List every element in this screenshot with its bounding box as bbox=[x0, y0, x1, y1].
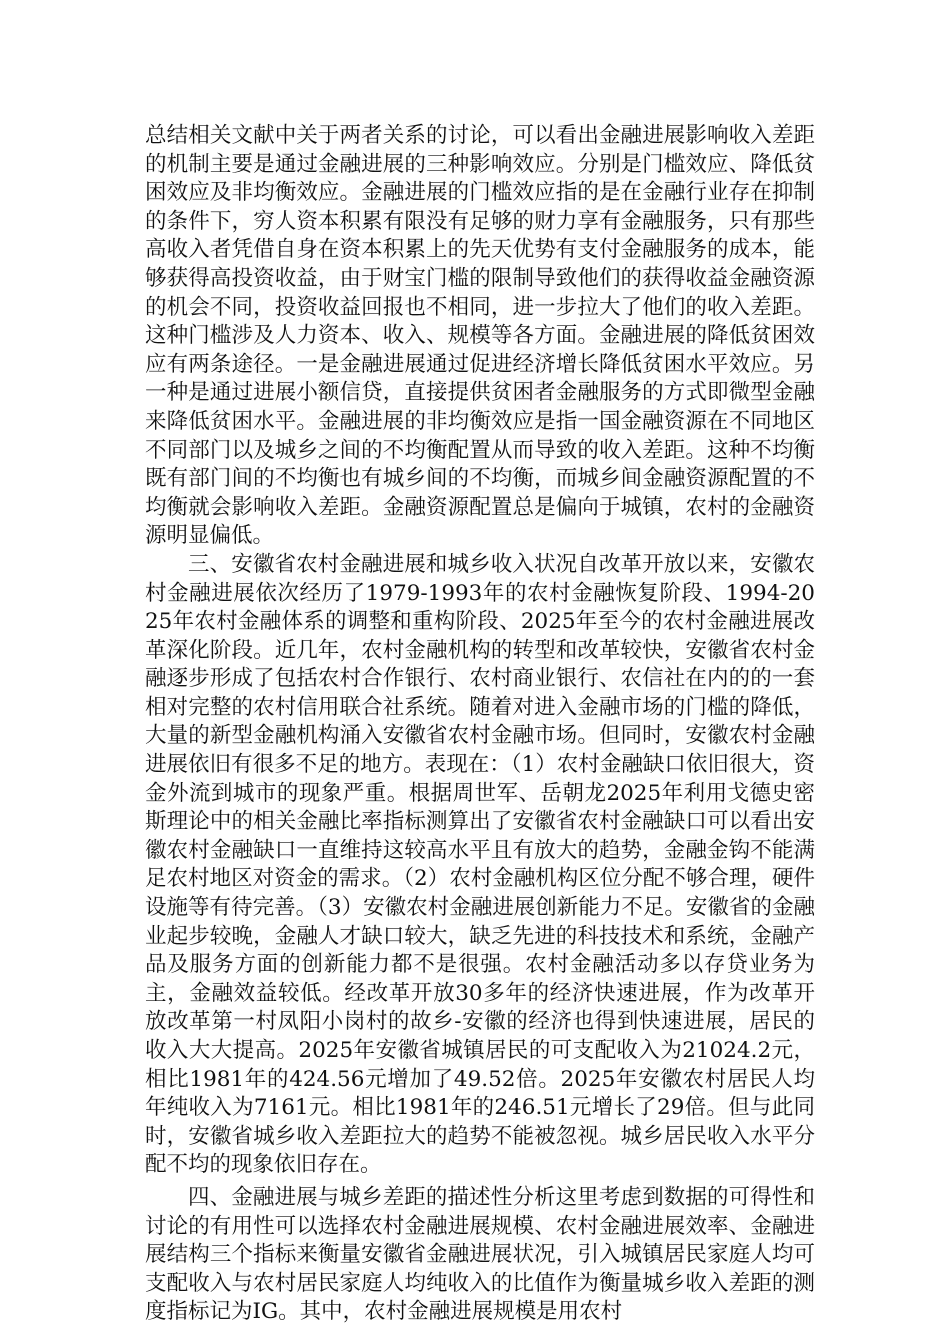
paragraph-anhui-rural-finance: 三、安徽省农村金融进展和城乡收入状况自改革开放以来，安徽农村金融进展依次经历了1979-1993年的农村金融恢复阶段、1994-2025年农村金融体系的调整和重构阶段、2025年至今的农村金融进展改革深化阶段。近几年，农村金融机构的转型和改革较快，安徽省农村金融逐步形成了包括农村合作银行、农村商业银行、农信社在内的的一套相对完整的农村信用联合社系统。随着对进入金融市场的门槛的降低，大量的新型金融机构涌入安徽省农村金融市场。但同时，安徽农村金融进展依旧有很多不足的地方。表现在：（1）农村金融缺口依旧很大，资金外流到城市的现象严重。根据周世军、岳朝龙2025年利用戈德史密斯理论中的相关金融比率指标测算出了安徽省农村金融缺口可以看出安徽农村金融缺口一直维持这较高水平且有放大的趋势，金融金钩不能满足农村地区对资金的需求。（2）农村金融机构区位分配不够合理，硬件设施等有待完善。（3）安徽农村金融进展创新能力不足。安徽省的金融业起步较晚，金融人才缺口较大，缺乏先进的科技技术和系统，金融产品及服务方面的创新能力都不是很强。农村金融活动多以存贷业务为主，金融效益较低。经改革开放30多年的经济快速进展，作为改革开放改革第一村凤阳小岗村的故乡-安徽的经济也得到快速进展，居民的收入大大提高。2025年安徽省城镇居民的可支配收入为21024.2元，相比1981年的424.56元增加了49.52倍。2025年安徽农村居民人均年纯收入为7161元。相比1981年的246.51元增长了29倍。但与此同时，安徽省城乡收入差距拉大的趋势不能被忽视。城乡居民收入水平分配不均的现象依旧存在。 bbox=[145, 551, 815, 1178]
paragraph-descriptive-analysis: 四、金融进展与城乡差距的描述性分析这里考虑到数据的可得性和讨论的有用性可以选择农村金融进展规模、农村金融进展效率、金融进展结构三个指标来衡量安徽省金融进展状况，引入城镇居民家庭人均可支配收入与农村居民家庭人均纯收入的比值作为衡量城乡收入差距的测度指标记为IG。其中，农村金融进展规模是用农村 bbox=[145, 1184, 815, 1325]
paragraph-income-gap-mechanism: 总结相关文献中关于两者关系的讨论，可以看出金融进展影响收入差距的机制主要是通过金融进展的三种影响效应。分别是门槛效应、降低贫困效应及非均衡效应。金融进展的门槛效应指的是在金融行业存在抑制的条件下，穷人资本积累有限没有足够的财力享有金融服务，只有那些高收入者凭借自身在资本积累上的先天优势有支付金融服务的成本，能够获得高投资收益，由于财宝门槛的限制导致他们的获得收益金融资源的机会不同，投资收益回报也不相同，进一步拉大了他们的收入差距。这种门槛涉及人力资本、收入、规模等各方面。金融进展的降低贫困效应有两条途径。一是金融进展通过促进经济增长降低贫困水平效应。另一种是通过进展小额信贷，直接提供贫困者金融服务的方式即微型金融来降低贫困水平。金融进展的非均衡效应是指一国金融资源在不同地区不同部门以及城乡之间的不均衡配置从而导致的收入差距。这种不均衡既有部门间的不均衡也有城乡间的不均衡，而城乡间金融资源配置的不均衡就会影响收入差距。金融资源配置总是偏向于城镇，农村的金融资源明显偏低。 bbox=[145, 123, 815, 549]
document-body bbox=[145, 122, 815, 1327]
